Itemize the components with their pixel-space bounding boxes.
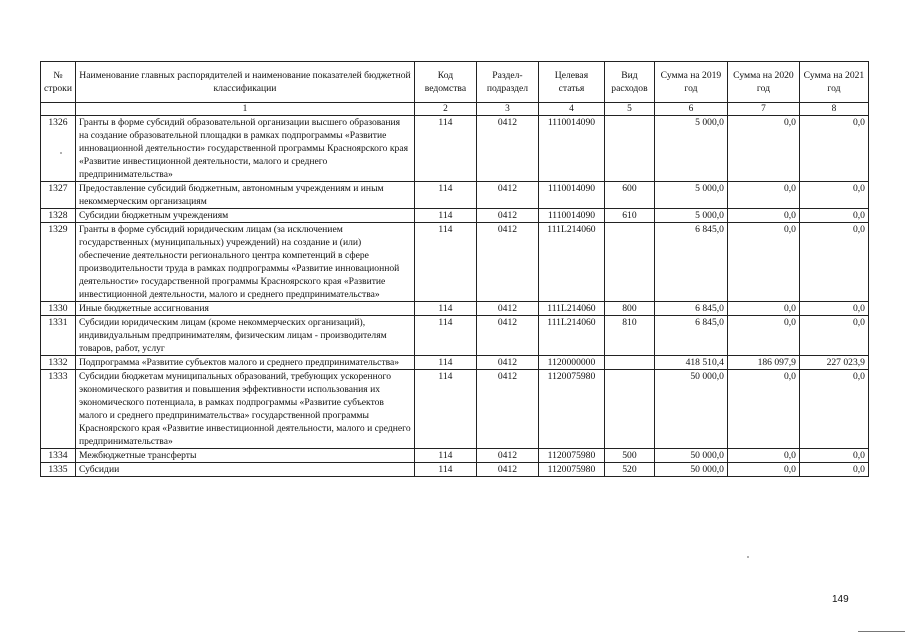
row-code: 114: [414, 449, 476, 463]
header-kind: Вид расходов: [604, 62, 654, 103]
row-target: 1110014090: [538, 116, 604, 182]
row-section: 0412: [476, 356, 538, 370]
row-name: Иные бюджетные ассигнования: [75, 302, 414, 316]
table-body: [41, 116, 869, 477]
row-sum-2020: 186 097,9: [727, 356, 799, 370]
row-sum-2020: 0,0: [727, 182, 799, 209]
row-code: 114: [414, 116, 476, 182]
row-number: 1326: [41, 116, 76, 182]
row-sum-2020: 0,0: [727, 370, 799, 449]
scan-speck: [747, 556, 749, 558]
row-sum-2021: 0,0: [799, 449, 868, 463]
row-kind: 520: [604, 463, 654, 477]
row-name: Гранты в форме субсидий юридическим лицам (за исключением государственных (муниципальных) учреждений) на создание и (или) обеспечение деятельности регионального центра компетенций в сфере производительности труда в рамках подпрограммы «Развитие инновационной деятельности» государственной программы Красноярского края «Развитие инвестиционной деятельности, малого и среднего предпринимательства»: [75, 223, 414, 302]
row-section: 0412: [476, 449, 538, 463]
page-number: 149: [832, 594, 849, 605]
row-target: 1110014090: [538, 209, 604, 223]
row-sum-2021: 0,0: [799, 370, 868, 449]
row-target: 111L214060: [538, 316, 604, 356]
row-code: 114: [414, 463, 476, 477]
table-row: [41, 463, 869, 477]
colnum-5: 5: [604, 103, 654, 116]
header-name: Наименование главных распорядителей и наименование показателей бюджетной классификации: [75, 62, 414, 103]
row-target: 111L214060: [538, 302, 604, 316]
row-code: 114: [414, 182, 476, 209]
row-kind: 610: [604, 209, 654, 223]
row-sum-2021: 0,0: [799, 223, 868, 302]
budget-table: [40, 61, 869, 477]
row-section: 0412: [476, 370, 538, 449]
row-kind: 600: [604, 182, 654, 209]
row-code: 114: [414, 370, 476, 449]
scan-edge-line: [858, 631, 905, 632]
colnum-0: [41, 103, 76, 116]
row-code: 114: [414, 209, 476, 223]
row-code: 114: [414, 302, 476, 316]
row-sum-2019: 6 845,0: [654, 223, 727, 302]
header-row: [41, 62, 869, 103]
colnum-8: 8: [799, 103, 868, 116]
header-sum-2019: Сумма на 2019 год: [654, 62, 727, 103]
row-number: 1335: [41, 463, 76, 477]
row-section: 0412: [476, 302, 538, 316]
row-name: Субсидии юридическим лицам (кроме некоммерческих организаций), индивидуальным предпринимателям, физическим лицам - производителям товаров, работ, услуг: [75, 316, 414, 356]
budget-table-container: [40, 61, 869, 477]
row-number: 1329: [41, 223, 76, 302]
header-code: Код ведомства: [414, 62, 476, 103]
row-name: Гранты в форме субсидий образовательной организации высшего образования на создание образовательной площадки в рамках подпрограммы «Развитие инновационной деятельности» государственной программы Красноярского края «Развитие инвестиционной деятельности, малого и среднего предпринимательства»: [75, 116, 414, 182]
header-target: Целевая статья: [538, 62, 604, 103]
row-sum-2021: 0,0: [799, 463, 868, 477]
row-sum-2019: 50 000,0: [654, 463, 727, 477]
row-sum-2021: 0,0: [799, 116, 868, 182]
row-number: 1330: [41, 302, 76, 316]
row-number: 1334: [41, 449, 76, 463]
row-code: 114: [414, 223, 476, 302]
row-name: Субсидии бюджетам муниципальных образований, требующих ускоренного экономического развития и повышения эффективности использования их экономического потенциала, в рамках подпрограммы «Развитие субъектов малого и среднего предпринимательства» государственной программы Красноярского края «Развитие инвестиционной деятельности, малого и среднего предпринимательства»: [75, 370, 414, 449]
row-sum-2019: 5 000,0: [654, 209, 727, 223]
table-row: [41, 316, 869, 356]
row-sum-2021: 0,0: [799, 302, 868, 316]
row-kind: [604, 223, 654, 302]
table-row: [41, 370, 869, 449]
table-row: [41, 302, 869, 316]
row-sum-2020: 0,0: [727, 302, 799, 316]
row-sum-2019: 5 000,0: [654, 116, 727, 182]
row-kind: 810: [604, 316, 654, 356]
colnum-2: 2: [414, 103, 476, 116]
row-section: 0412: [476, 209, 538, 223]
row-target: 1120075980: [538, 370, 604, 449]
row-kind: 500: [604, 449, 654, 463]
table-row: [41, 209, 869, 223]
row-sum-2019: 6 845,0: [654, 302, 727, 316]
row-sum-2021: 0,0: [799, 316, 868, 356]
row-target: 1110014090: [538, 182, 604, 209]
row-target: 1120000000: [538, 356, 604, 370]
table-row: [41, 223, 869, 302]
row-number: 1333: [41, 370, 76, 449]
row-name: Предоставление субсидий бюджетным, автономным учреждениям и иным некоммерческим организациям: [75, 182, 414, 209]
table-row: [41, 449, 869, 463]
row-kind: [604, 370, 654, 449]
row-name: Субсидии: [75, 463, 414, 477]
row-code: 114: [414, 356, 476, 370]
row-sum-2020: 0,0: [727, 316, 799, 356]
row-name: Подпрограмма «Развитие субъектов малого и среднего предпринимательства»: [75, 356, 414, 370]
row-sum-2019: 5 000,0: [654, 182, 727, 209]
header-sum-2021: Сумма на 2021 год: [799, 62, 868, 103]
row-section: 0412: [476, 463, 538, 477]
table-row: [41, 116, 869, 182]
colnum-6: 6: [654, 103, 727, 116]
row-sum-2019: 50 000,0: [654, 449, 727, 463]
row-sum-2021: 227 023,9: [799, 356, 868, 370]
row-section: 0412: [476, 316, 538, 356]
row-sum-2019: 6 845,0: [654, 316, 727, 356]
row-kind: [604, 116, 654, 182]
row-target: 1120075980: [538, 449, 604, 463]
row-number: 1331: [41, 316, 76, 356]
row-sum-2019: 50 000,0: [654, 370, 727, 449]
row-sum-2020: 0,0: [727, 463, 799, 477]
row-section: 0412: [476, 223, 538, 302]
row-name: Субсидии бюджетным учреждениям: [75, 209, 414, 223]
table-row: [41, 182, 869, 209]
colnum-1: 1: [75, 103, 414, 116]
colnum-4: 4: [538, 103, 604, 116]
row-name: Межбюджетные трансферты: [75, 449, 414, 463]
header-num: № строки: [41, 62, 76, 103]
table-row: [41, 356, 869, 370]
row-sum-2021: 0,0: [799, 182, 868, 209]
row-sum-2020: 0,0: [727, 449, 799, 463]
row-code: 114: [414, 316, 476, 356]
row-number: 1332: [41, 356, 76, 370]
row-kind: 800: [604, 302, 654, 316]
scan-speck: [60, 152, 62, 154]
row-sum-2021: 0,0: [799, 209, 868, 223]
colnum-3: 3: [476, 103, 538, 116]
row-target: 1120075980: [538, 463, 604, 477]
colnum-7: 7: [727, 103, 799, 116]
row-section: 0412: [476, 182, 538, 209]
row-number: 1327: [41, 182, 76, 209]
row-kind: [604, 356, 654, 370]
row-section: 0412: [476, 116, 538, 182]
row-sum-2020: 0,0: [727, 209, 799, 223]
row-sum-2020: 0,0: [727, 116, 799, 182]
row-number: 1328: [41, 209, 76, 223]
header-sum-2020: Сумма на 2020 год: [727, 62, 799, 103]
row-target: 111L214060: [538, 223, 604, 302]
row-sum-2019: 418 510,4: [654, 356, 727, 370]
column-number-row: [41, 103, 869, 116]
row-sum-2020: 0,0: [727, 223, 799, 302]
header-section: Раздел-подраздел: [476, 62, 538, 103]
